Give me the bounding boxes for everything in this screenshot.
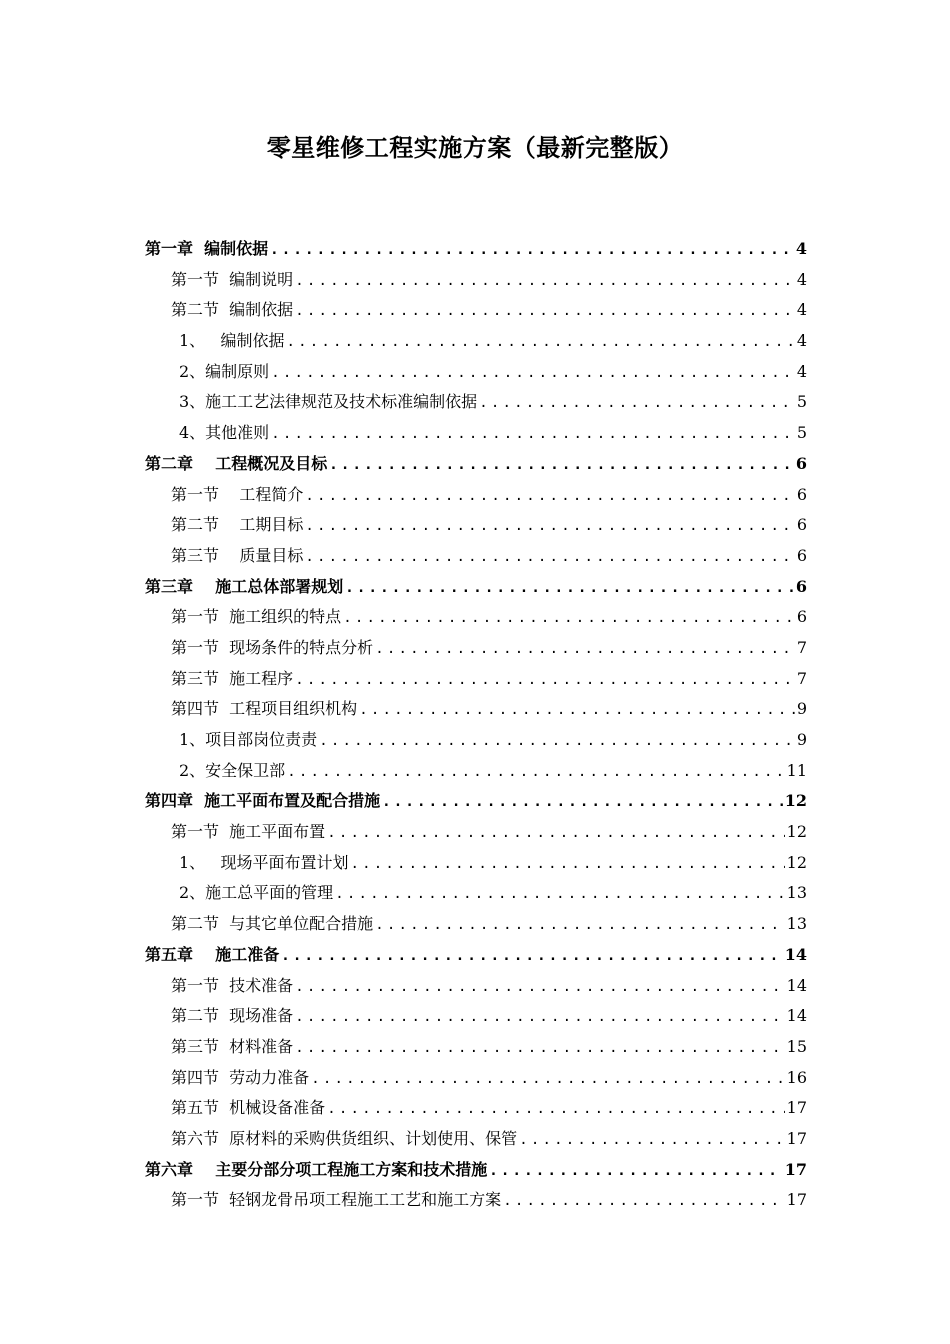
toc-dot-leader	[271, 358, 795, 388]
toc-page-number: 12	[784, 791, 807, 811]
toc-entry-label: 2、安全保卫部	[179, 760, 286, 780]
toc-dot-leader	[343, 603, 795, 633]
toc-entry-label: 第二节 与其它单位配合措施	[171, 914, 374, 934]
toc-subsection-entry[interactable]	[145, 357, 807, 388]
toc-dot-leader	[319, 726, 795, 756]
toc-entry-label: 第二章 工程概况及目标	[145, 453, 328, 473]
toc-entry-label: 1、项目部岗位责责	[179, 730, 318, 749]
table-of-contents	[145, 234, 807, 1216]
toc-page-number: 14	[786, 975, 807, 995]
toc-section-entry[interactable]	[145, 1093, 807, 1124]
toc-dot-leader	[305, 542, 794, 572]
toc-page-number: 6	[796, 484, 807, 504]
toc-dot-leader	[295, 1002, 784, 1032]
toc-page-number: 7	[796, 668, 807, 688]
toc-page-number: 6	[796, 545, 807, 565]
toc-chapter-entry[interactable]	[145, 940, 807, 971]
toc-dot-leader	[335, 879, 784, 909]
toc-dot-leader	[382, 787, 783, 817]
toc-entry-label: 4、其他准则	[179, 423, 270, 443]
toc-dot-leader	[327, 1094, 784, 1124]
toc-chapter-entry[interactable]	[145, 572, 807, 603]
toc-dot-leader	[345, 573, 794, 603]
toc-entry-label: 第一节 施工组织的特点	[171, 607, 342, 627]
toc-chapter-entry[interactable]	[145, 1155, 807, 1186]
toc-page-number: 4	[796, 331, 807, 351]
toc-entry-label: 第二节 工期目标	[171, 515, 304, 535]
toc-entry-label: 3、施工工艺法律规范及技术标准编制依据	[179, 392, 478, 412]
toc-page-number: 14	[786, 1006, 807, 1026]
toc-page-number: 5	[796, 423, 807, 443]
toc-subsection-entry[interactable]	[145, 418, 807, 449]
toc-dot-leader	[489, 1156, 782, 1186]
toc-page-number: 4	[796, 361, 807, 381]
toc-page-number: 11	[786, 760, 807, 780]
toc-dot-leader	[295, 266, 795, 296]
toc-entry-label: 第五章 施工准备	[145, 944, 280, 964]
toc-page-number: 6	[796, 515, 807, 535]
toc-subsection-entry[interactable]	[145, 848, 807, 879]
toc-dot-leader	[295, 665, 795, 695]
toc-entry-label: 第三节 材料准备	[171, 1036, 294, 1056]
toc-dot-leader	[479, 388, 795, 418]
toc-entry-label: 第五节 机械设备准备	[171, 1098, 326, 1118]
toc-section-entry[interactable]	[145, 1001, 807, 1032]
toc-page-number: 9	[796, 699, 807, 719]
toc-dot-leader	[519, 1125, 784, 1155]
toc-chapter-entry[interactable]	[145, 449, 807, 480]
toc-section-entry[interactable]	[145, 480, 807, 511]
toc-dot-leader	[375, 910, 784, 940]
toc-entry-label: 第六节 原材料的采购供货组织、计划使用、保管	[171, 1128, 518, 1148]
toc-page-number: 7	[796, 637, 807, 657]
toc-entry-label: 第一节 技术准备	[171, 975, 294, 995]
toc-subsection-entry[interactable]	[145, 878, 807, 909]
toc-page-number: 6	[795, 453, 807, 473]
toc-chapter-entry[interactable]	[145, 234, 807, 265]
toc-entry-label: 第二节 编制依据	[171, 300, 294, 320]
toc-dot-leader	[270, 235, 794, 265]
toc-entry-label: 第一节 工程简介	[171, 484, 304, 504]
toc-section-entry[interactable]	[145, 510, 807, 541]
toc-dot-leader	[327, 818, 784, 848]
toc-dot-leader	[359, 695, 795, 725]
toc-entry-label: 第一节 编制说明	[171, 269, 294, 289]
toc-page-number: 14	[784, 944, 807, 964]
toc-page-number: 9	[796, 730, 807, 749]
toc-dot-leader	[350, 849, 784, 879]
toc-page-number: 17	[786, 1128, 807, 1148]
toc-entry-label: 第四节 工程项目组织机构	[171, 699, 358, 719]
toc-page-number: 4	[796, 269, 807, 289]
toc-dot-leader	[295, 296, 795, 326]
toc-page-number: 13	[786, 914, 807, 934]
toc-dot-leader	[329, 450, 794, 480]
toc-entry-label: 1、 编制依据	[179, 331, 285, 351]
toc-page-number: 6	[795, 576, 807, 596]
toc-entry-label: 第四章 施工平面布置及配合措施	[145, 791, 381, 811]
toc-entry-label: 第三章 施工总体部署规划	[145, 576, 344, 596]
toc-section-entry[interactable]	[145, 909, 807, 940]
toc-section-entry[interactable]	[145, 1063, 807, 1094]
toc-section-entry[interactable]	[145, 265, 807, 296]
toc-dot-leader	[503, 1186, 784, 1216]
toc-dot-leader	[295, 972, 784, 1002]
toc-entry-label: 第二节 现场准备	[171, 1006, 294, 1026]
toc-dot-leader	[286, 327, 794, 357]
toc-page-number: 13	[786, 883, 807, 903]
toc-dot-leader	[287, 757, 784, 787]
toc-page-number: 5	[796, 392, 807, 412]
toc-page-number: 17	[786, 1190, 807, 1210]
toc-page-number: 6	[796, 607, 807, 627]
page-title: 零星维修工程实施方案（最新完整版）	[266, 133, 684, 162]
toc-page-number: 4	[795, 239, 807, 258]
toc-subsection-entry[interactable]	[145, 725, 807, 756]
toc-page-number: 12	[786, 822, 807, 842]
toc-entry-label: 2、编制原则	[179, 361, 270, 381]
toc-section-entry[interactable]	[145, 1124, 807, 1155]
toc-section-entry[interactable]	[145, 295, 807, 326]
toc-page-number: 17	[784, 1159, 807, 1179]
toc-section-entry[interactable]	[145, 1185, 807, 1216]
toc-section-entry[interactable]	[145, 817, 807, 848]
toc-dot-leader	[305, 511, 794, 541]
toc-entry-label: 第三节 质量目标	[171, 545, 304, 565]
toc-section-entry[interactable]	[145, 602, 807, 633]
toc-dot-leader	[305, 481, 794, 511]
toc-dot-leader	[311, 1064, 784, 1094]
toc-section-entry[interactable]	[145, 664, 807, 695]
toc-entry-label: 第一节 轻钢龙骨吊项工程施工工艺和施工方案	[171, 1190, 502, 1210]
toc-entry-label: 第一节 现场条件的特点分析	[171, 637, 374, 657]
toc-page-number: 15	[786, 1036, 807, 1056]
toc-section-entry[interactable]	[145, 1032, 807, 1063]
toc-entry-label: 2、施工总平面的管理	[179, 883, 334, 903]
toc-entry-label: 第一节 施工平面布置	[171, 822, 326, 842]
toc-dot-leader	[281, 941, 782, 971]
toc-subsection-entry[interactable]	[145, 387, 807, 418]
toc-dot-leader	[375, 634, 795, 664]
toc-subsection-entry[interactable]	[145, 756, 807, 787]
toc-dot-leader	[295, 1033, 784, 1063]
toc-entry-label: 第六章 主要分部分项工程施工方案和技术措施	[145, 1159, 488, 1179]
toc-entry-label: 1、 现场平面布置计划	[179, 852, 349, 872]
toc-page-number: 17	[786, 1098, 807, 1118]
toc-section-entry[interactable]	[145, 633, 807, 664]
toc-section-entry[interactable]	[145, 971, 807, 1002]
toc-entry-label: 第一章 编制依据	[145, 239, 269, 258]
toc-section-entry[interactable]	[145, 694, 807, 725]
toc-page-number: 16	[786, 1067, 807, 1087]
toc-entry-label: 第三节 施工程序	[171, 668, 294, 688]
toc-dot-leader	[271, 419, 795, 449]
toc-chapter-entry[interactable]	[145, 786, 807, 817]
toc-entry-label: 第四节 劳动力准备	[171, 1067, 310, 1087]
toc-page-number: 12	[786, 852, 807, 872]
toc-section-entry[interactable]	[145, 541, 807, 572]
toc-subsection-entry[interactable]	[145, 326, 807, 357]
toc-page-number: 4	[796, 300, 807, 320]
